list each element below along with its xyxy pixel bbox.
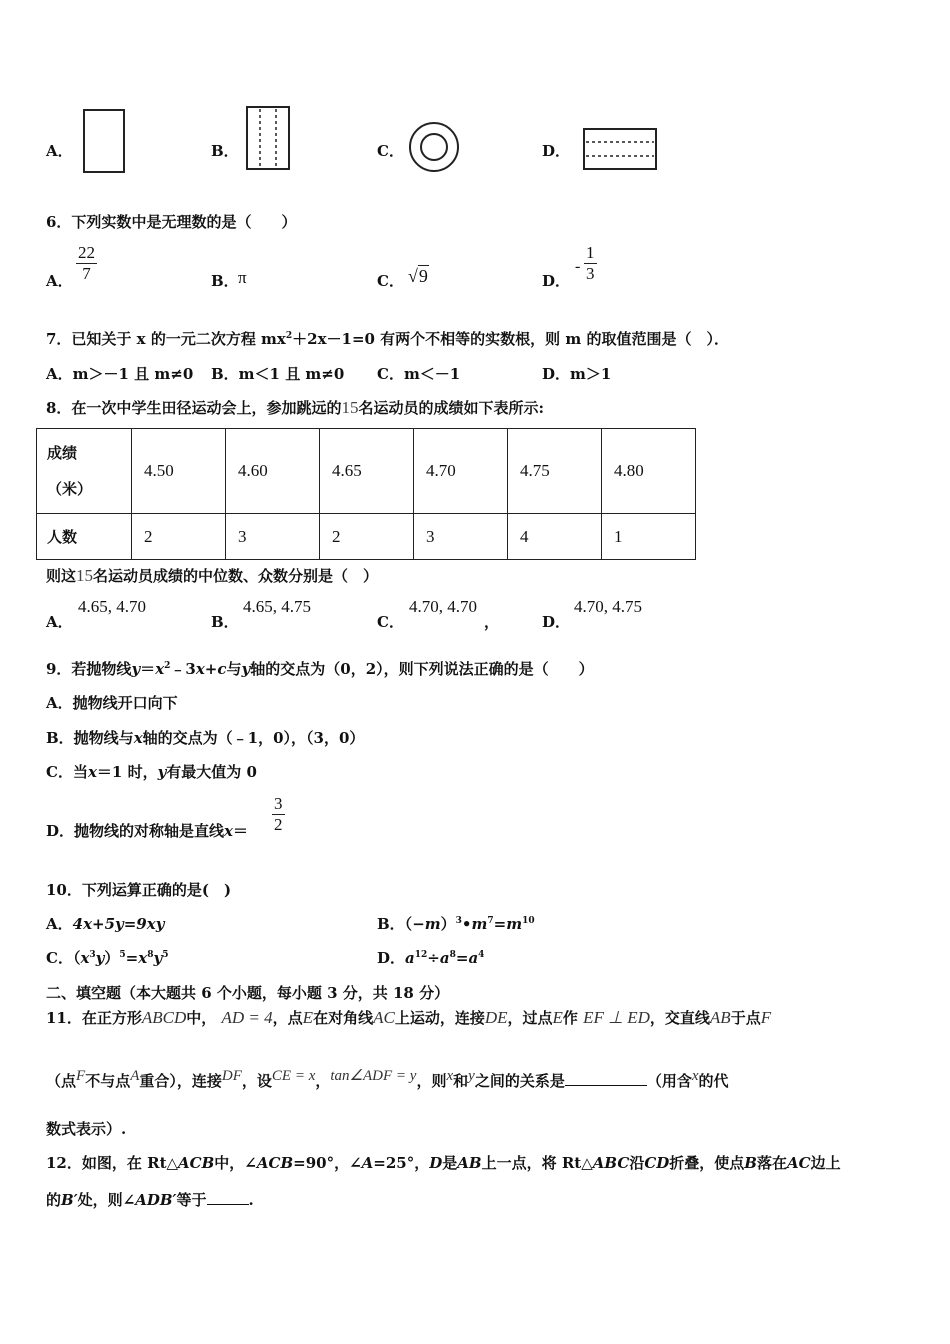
q11-line-2: （点$^F$不与点$^A$重合），连接$^{DF}$，设$^{CE = x}$，$^{tan\angle ADF = y}$，则$^x$和$^y$之间的关系是 （用含$^x$的代: [46, 1068, 729, 1090]
q7-option-c: C．m＜－1: [377, 365, 461, 383]
q8-option-a-value: 4.65, 4.70: [78, 597, 146, 616]
count-cell: 4: [508, 514, 602, 560]
q9-option-d: D．抛物线的对称轴是直线x＝: [46, 822, 248, 840]
q5-figure-c: [406, 120, 462, 176]
count-header-cell: 人数: [37, 514, 132, 560]
q8-option-b-value: 4.65, 4.75: [243, 597, 311, 616]
count-cell: 1: [602, 514, 696, 560]
q10-option-c: C．$(x^3y)^5=x^8y^5$: [46, 949, 169, 967]
q5-option-d-label: D．: [542, 142, 571, 160]
q10-option-b: B．$(-m)^3•m^7=m^{10}$: [377, 915, 535, 933]
q9-d-fraction: [272, 794, 285, 835]
q10-option-d: D．$a^{12}\div a^8=a^4$: [377, 949, 485, 967]
q8-option-d-value: 4.70, 4.75: [574, 597, 642, 616]
q11-answer-blank[interactable]: [565, 1085, 647, 1086]
table-row: [37, 514, 696, 560]
q6-option-b-value: π: [238, 268, 247, 287]
q8-score-table: [36, 428, 696, 560]
q9-option-a: A．抛物线开口向下: [46, 694, 178, 712]
q10-stem: 10．下列运算正确的是( ): [46, 881, 232, 899]
score-header-cell: 成绩 （米）: [37, 429, 132, 514]
q6-option-c-sqrt: √9: [408, 266, 428, 286]
q12-line-1: 12．如图，在 Rt△ACB中，∠ACB=90°，∠A=25°，D是AB上一点，将 Rt△ABC沿CD折叠，使点B落在AC边上: [46, 1154, 841, 1172]
q12-answer-blank[interactable]: [207, 1204, 249, 1205]
q8-option-b-label: B．: [211, 613, 239, 631]
q7-stem: 7．已知关于 x 的一元二次方程 $mx^2+2x-1=0$ 有两个不相等的实数根，则 m 的取值范围是（ ）．: [46, 330, 730, 348]
q12-line-2: 的B′处，则∠ADB′等于 .: [46, 1191, 254, 1209]
q5-option-b-label: B．: [211, 142, 239, 160]
q6-a-numerator: 22: [78, 243, 95, 262]
q6-option-a-label: A．: [46, 272, 73, 290]
count-cell: 3: [414, 514, 508, 560]
score-cell: 4.80: [602, 429, 696, 514]
q7-option-d: D．m＞1: [542, 365, 612, 383]
q8-option-c-value: 4.70, 4.70: [409, 597, 477, 616]
q9-option-b: B．抛物线与x轴的交点为（﹣1，0），（3，0）: [46, 729, 365, 747]
q6-option-a-fraction: [76, 243, 97, 284]
q6-stem: 6．下列实数中是无理数的是（ ）: [46, 213, 297, 231]
q5-figure-d: [582, 126, 658, 172]
q11-line-1: 11．在正方形ABCD中， AD = 4，点E在对角线AC上运动，连接DE，过点E作 EF ⊥ ED，交直线AB于点F: [46, 1008, 772, 1027]
section-title: 二、填空题（本大题共 6 个小题，每小题 3 分，共 18 分）: [46, 984, 450, 1002]
q6-option-b-label: B．: [211, 272, 239, 290]
count-cell: 3: [226, 514, 320, 560]
q7-option-a: A．m＞－1 且 m≠0: [46, 365, 194, 383]
q8-option-d-label: D．: [542, 613, 571, 631]
q9-stem: 9．若抛物线$y=x^2﹣3x+c$与y轴的交点为（0，2），则下列说法正确的是（ ）: [46, 660, 594, 678]
table-row: [37, 429, 696, 514]
score-cell: 4.50: [132, 429, 226, 514]
q10-option-a: A．4x+5y=9xy: [46, 915, 165, 933]
q11-line-3: 数式表示）.: [46, 1120, 127, 1138]
score-cell: 4.75: [508, 429, 602, 514]
count-cell: 2: [320, 514, 414, 560]
q5-option-c-label: C．: [377, 142, 404, 160]
q6-option-c-label: C．: [377, 272, 404, 290]
score-cell: 4.65: [320, 429, 414, 514]
q9-option-c: C．当x＝1 时，y有最大值为 0: [46, 763, 257, 781]
q5-figure-b: [244, 104, 292, 172]
q8-option-c-label: C．: [377, 613, 404, 631]
q6-d-sign: -: [575, 258, 581, 275]
q9-d-denominator: 2: [274, 815, 283, 834]
q6-option-d-fraction: [584, 243, 597, 284]
q6-c-radicand: 9: [418, 266, 428, 286]
q7-option-b: B．m＜1 且 m≠0: [211, 365, 345, 383]
count-cell: 2: [132, 514, 226, 560]
q6-d-numerator: 1: [586, 243, 595, 262]
q6-a-denominator: 7: [82, 264, 91, 283]
q8-question: 则这15名运动员成绩的中位数、众数分别是（ ）: [46, 566, 379, 585]
q8-option-a-label: A．: [46, 613, 73, 631]
q5-option-a-label: A．: [46, 142, 73, 160]
score-cell: 4.60: [226, 429, 320, 514]
score-cell: 4.70: [414, 429, 508, 514]
q6-option-d-label: D．: [542, 272, 571, 290]
q8-option-c-tail: ，: [484, 613, 500, 631]
q9-d-numerator: 3: [274, 794, 283, 813]
q6-d-denominator: 3: [586, 264, 595, 283]
q5-figure-a: [82, 108, 126, 174]
q8-stem: 8．在一次中学生田径运动会上，参加跳远的15名运动员的成绩如下表所示:: [46, 398, 544, 417]
